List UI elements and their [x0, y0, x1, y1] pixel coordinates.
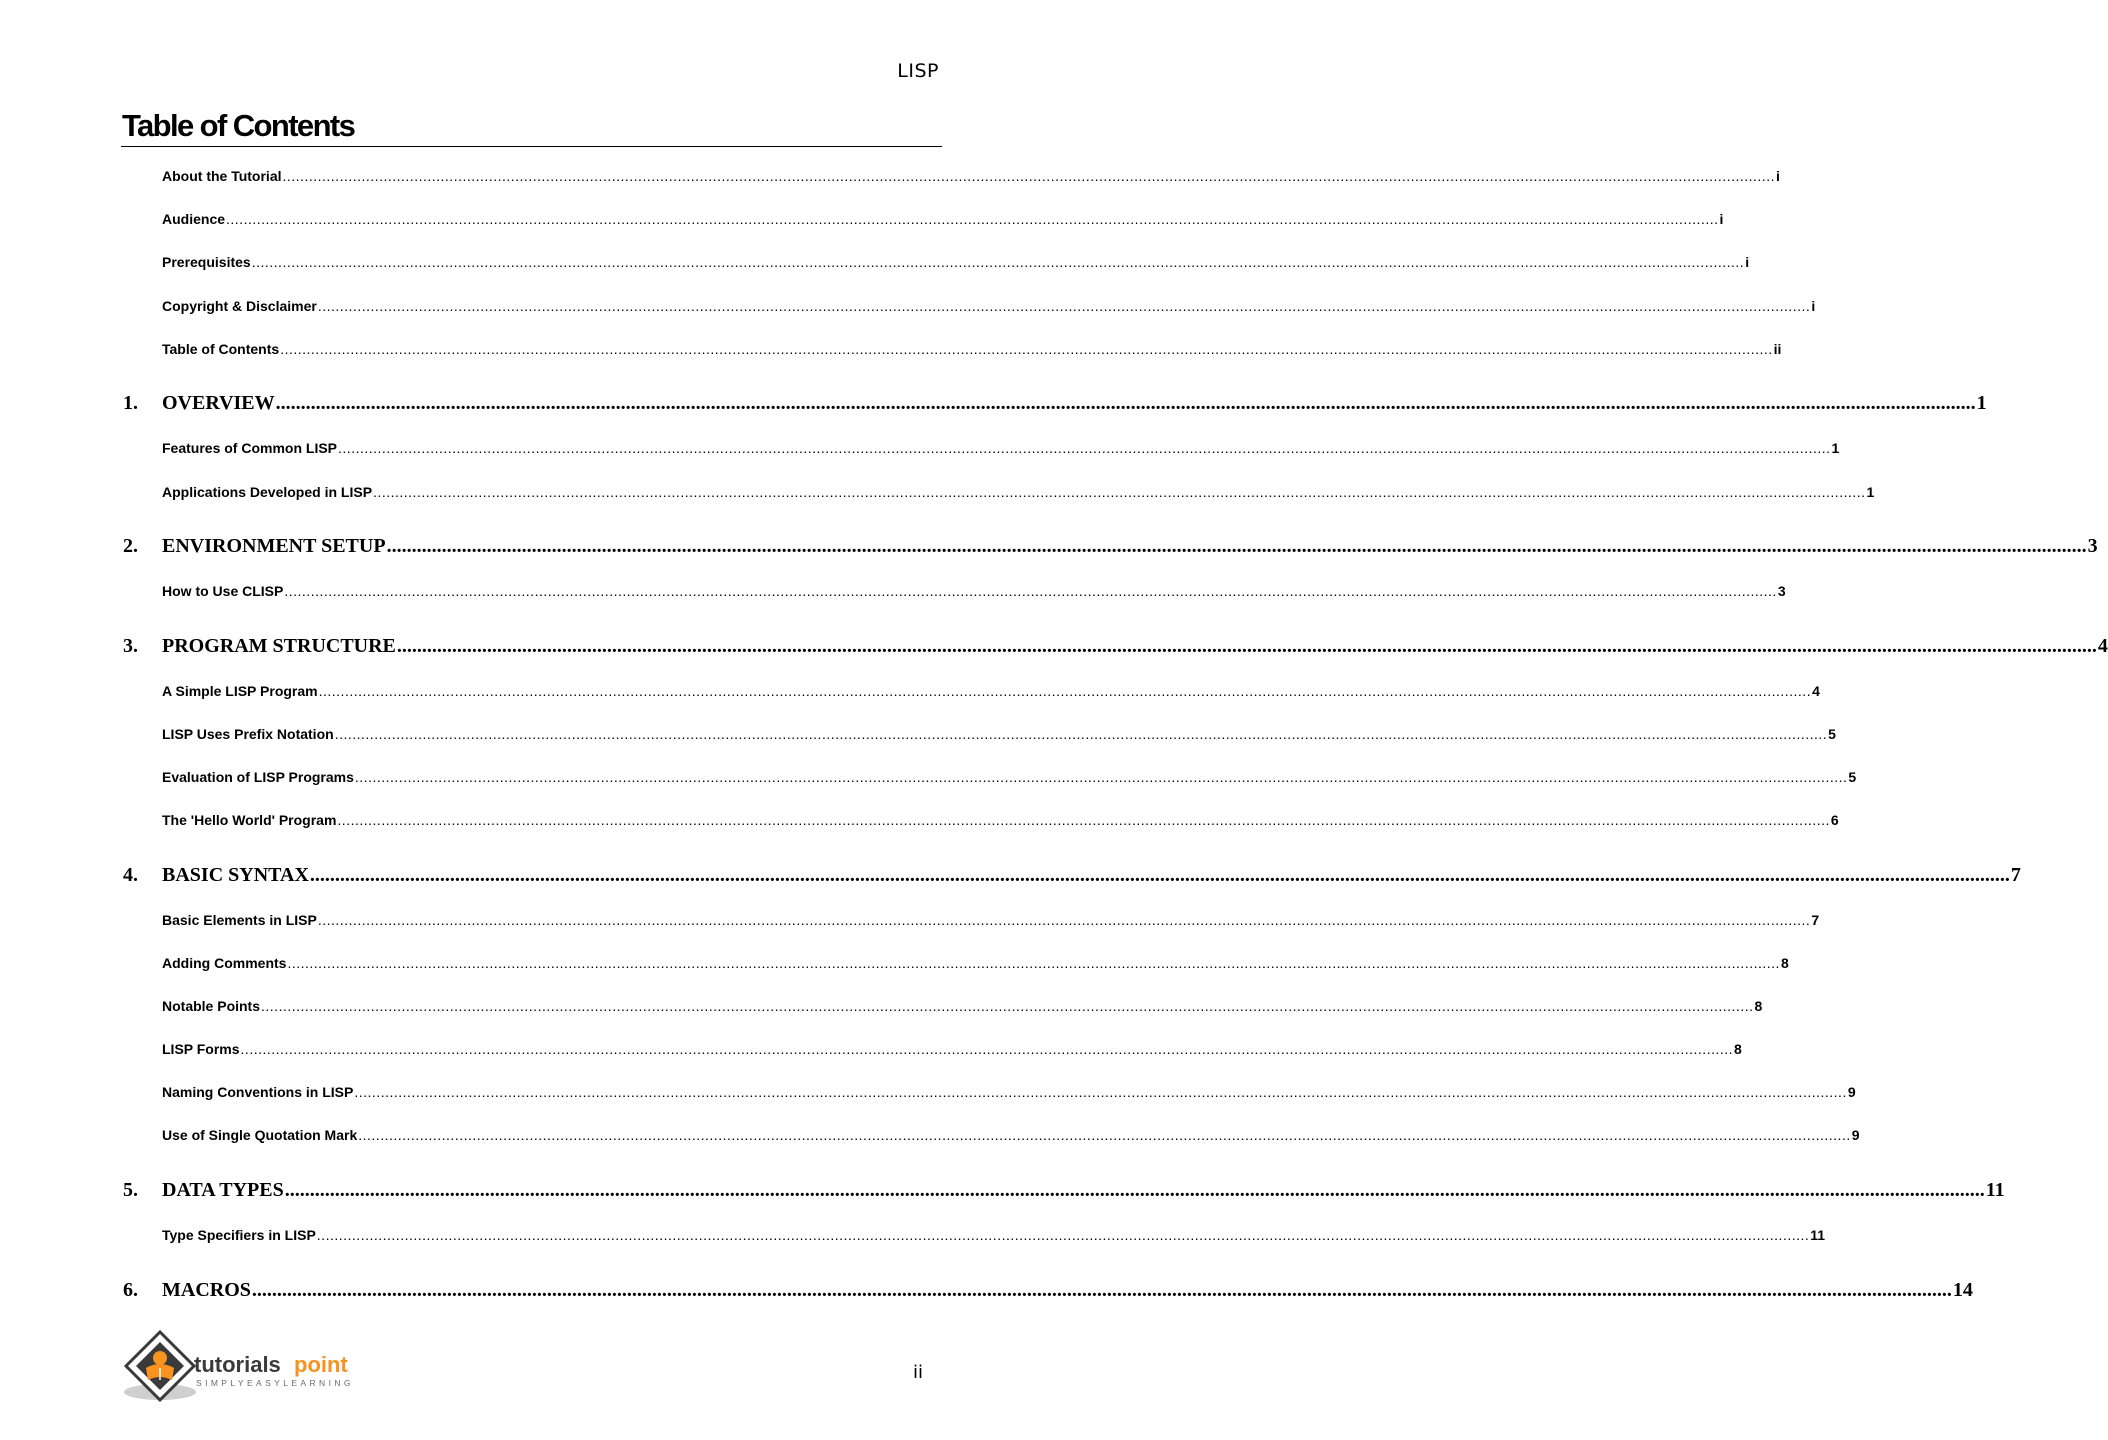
- logo-wordmark-left: tutorials: [194, 1352, 281, 1377]
- logo-tagline: SIMPLYEASYLEARNING: [196, 1378, 354, 1388]
- toc-page-number: 9: [1851, 1127, 1860, 1143]
- toc-dot-leader: [252, 1279, 1952, 1302]
- toc-page-number: 8: [1734, 1041, 1742, 1057]
- toc-dot-leader: [283, 168, 1775, 184]
- toc-page-number: 11: [1810, 1227, 1826, 1243]
- toc-entry-text: Features of Common LISP: [162, 440, 338, 456]
- toc-dot-leader: [373, 484, 1865, 500]
- toc-dot-leader: [252, 254, 1744, 270]
- toc-entry-audience[interactable]: [162, 211, 1724, 231]
- toc-entry-text: Naming Conventions in LISP: [162, 1084, 354, 1100]
- toc-entry-how-to-use-clisp[interactable]: [162, 583, 1786, 603]
- toc-dot-leader: [276, 392, 1976, 415]
- toc-dot-leader: [287, 955, 1779, 971]
- toc-chapter-number: 5.: [123, 1179, 138, 1201]
- toc-entry-text: Prerequisites: [162, 254, 251, 270]
- toc-dot-leader: [284, 583, 1776, 599]
- toc-chapter-text: DATA TYPES: [162, 1179, 284, 1201]
- toc-entry-text: A Simple LISP Program: [162, 683, 318, 699]
- toc-entry-text: Basic Elements in LISP: [162, 912, 317, 928]
- toc-page-number: 7: [1811, 912, 1820, 928]
- toc-entry-text: LISP Forms: [162, 1041, 240, 1057]
- toc-page-number: 3: [2087, 535, 2098, 557]
- toc-dot-leader: [387, 535, 2087, 558]
- toc-chapter-macros[interactable]: [123, 1279, 1973, 1305]
- toc-page-number: i: [1775, 168, 1780, 184]
- toc-chapter-basic-syntax[interactable]: [123, 864, 2021, 890]
- toc-entry-prerequisites[interactable]: [162, 254, 1750, 274]
- toc-chapter-data-types[interactable]: [123, 1179, 2005, 1205]
- toc-page-number: 1: [1976, 392, 1987, 414]
- toc-page-number: 6: [1830, 812, 1839, 828]
- toc-chapter-text: MACROS: [162, 1279, 251, 1301]
- toc-page-number: 4: [2097, 635, 2108, 657]
- page-number: ii: [912, 1362, 923, 1383]
- toc-entry-text: The 'Hello World' Program: [162, 812, 337, 828]
- toc-page-number: 5: [1848, 769, 1857, 785]
- toc-dot-leader: [318, 912, 1810, 928]
- toc-entry-notable-points[interactable]: [162, 998, 1763, 1018]
- toc-entry-naming-conventions-in-lisp[interactable]: [162, 1084, 1856, 1104]
- toc-dot-leader: [354, 1084, 1846, 1100]
- toc-chapter-text: PROGRAM STRUCTURE: [162, 635, 396, 657]
- logo-wordmark-right: point: [294, 1352, 348, 1377]
- toc-chapter-text: ENVIRONMENT SETUP: [162, 535, 386, 557]
- toc-entry-lisp-uses-prefix-notation[interactable]: [162, 726, 1836, 746]
- toc-entry-a-simple-lisp-program[interactable]: [162, 683, 1820, 703]
- title-rule: [121, 146, 942, 147]
- toc-chapter-number: 3.: [123, 635, 138, 657]
- toc-dot-leader: [317, 1227, 1809, 1243]
- toc-page-number: 4: [1812, 683, 1820, 699]
- toc-dot-leader: [310, 864, 2010, 887]
- toc-chapter-program-structure[interactable]: [123, 635, 2108, 661]
- toc-page-number: i: [1719, 211, 1724, 227]
- toc-dot-leader: [358, 1127, 1850, 1143]
- logo-mark-icon: [122, 1330, 372, 1405]
- toc-chapter-number: 1.: [123, 392, 138, 414]
- toc-chapter-number: 2.: [123, 535, 138, 557]
- toc-entry-adding-comments[interactable]: [162, 955, 1789, 975]
- toc-entry-copyright-disclaimer[interactable]: [162, 298, 1816, 318]
- toc-entry-type-specifiers-in-lisp[interactable]: [162, 1227, 1826, 1247]
- toc-entry-text: Type Specifiers in LISP: [162, 1227, 316, 1243]
- toc-dot-leader: [241, 1041, 1733, 1057]
- toc-page-number: 7: [2010, 864, 2021, 886]
- toc-entry-text: Adding Comments: [162, 955, 287, 971]
- toc-page-number: 8: [1780, 955, 1789, 971]
- toc-entry-text: Copyright & Disclaimer: [162, 298, 317, 314]
- toc-entry-basic-elements-in-lisp[interactable]: [162, 912, 1820, 932]
- toc-page-number: i: [1745, 254, 1750, 270]
- toc-page-number: i: [1811, 298, 1816, 314]
- toc-dot-leader: [280, 341, 1772, 357]
- toc-entry-text: Applications Developed in LISP: [162, 484, 373, 500]
- toc-chapter-environment-setup[interactable]: [123, 535, 2098, 561]
- toc-dot-leader: [335, 726, 1827, 742]
- toc-dot-leader: [319, 683, 1811, 699]
- toc-entry-use-of-single-quotation-mark[interactable]: [162, 1127, 1860, 1147]
- toc-chapter-number: 4.: [123, 864, 138, 886]
- toc-entry-text: Use of Single Quotation Mark: [162, 1127, 358, 1143]
- toc-dot-leader: [355, 769, 1847, 785]
- toc-entry-about-the-tutorial[interactable]: [162, 168, 1780, 188]
- toc-chapter-overview[interactable]: [123, 392, 1987, 418]
- toc-page-number: 11: [1985, 1179, 2005, 1201]
- header-label: LISP: [897, 60, 939, 82]
- toc-chapter-text: OVERVIEW: [162, 392, 275, 414]
- toc-entry-hello-world-program[interactable]: [162, 812, 1839, 832]
- toc-entry-text: LISP Uses Prefix Notation: [162, 726, 334, 742]
- toc-entry-table-of-contents[interactable]: [162, 341, 1782, 361]
- toc-dot-leader: [261, 998, 1753, 1014]
- toc-page-number: ii: [1773, 341, 1782, 357]
- tutorialspoint-logo: [122, 1330, 372, 1405]
- toc-dot-leader: [318, 298, 1810, 314]
- toc-entry-text: Evaluation of LISP Programs: [162, 769, 354, 785]
- toc-entry-evaluation-of-lisp-programs[interactable]: [162, 769, 1857, 789]
- toc-dot-leader: [338, 440, 1830, 456]
- toc-entry-features-of-common-lisp[interactable]: [162, 440, 1840, 460]
- toc-entry-text: How to Use CLISP: [162, 583, 284, 599]
- toc-page-number: 5: [1828, 726, 1836, 742]
- toc-page-number: 3: [1777, 583, 1786, 599]
- toc-page-number: 1: [1831, 440, 1840, 456]
- toc-page-number: 9: [1847, 1084, 1856, 1100]
- toc-chapter-text: BASIC SYNTAX: [162, 864, 309, 886]
- toc-page-number: 14: [1952, 1279, 1973, 1301]
- toc-page-number: 1: [1866, 484, 1875, 500]
- toc-entry-lisp-forms[interactable]: [162, 1041, 1742, 1061]
- toc-entry-text: Table of Contents: [162, 341, 280, 357]
- toc-page-number: 8: [1754, 998, 1763, 1014]
- toc-dot-leader: [226, 211, 1718, 227]
- toc-entry-applications-developed-in-lisp[interactable]: [162, 484, 1875, 504]
- toc-chapter-number: 6.: [123, 1279, 138, 1301]
- toc-dot-leader: [285, 1179, 1985, 1202]
- toc-entry-text: Audience: [162, 211, 226, 227]
- toc-dot-leader: [397, 635, 2097, 658]
- toc-dot-leader: [337, 812, 1829, 828]
- toc-entry-text: About the Tutorial: [162, 168, 282, 184]
- toc-entry-text: Notable Points: [162, 998, 261, 1014]
- page-title: Table of Contents: [122, 108, 355, 143]
